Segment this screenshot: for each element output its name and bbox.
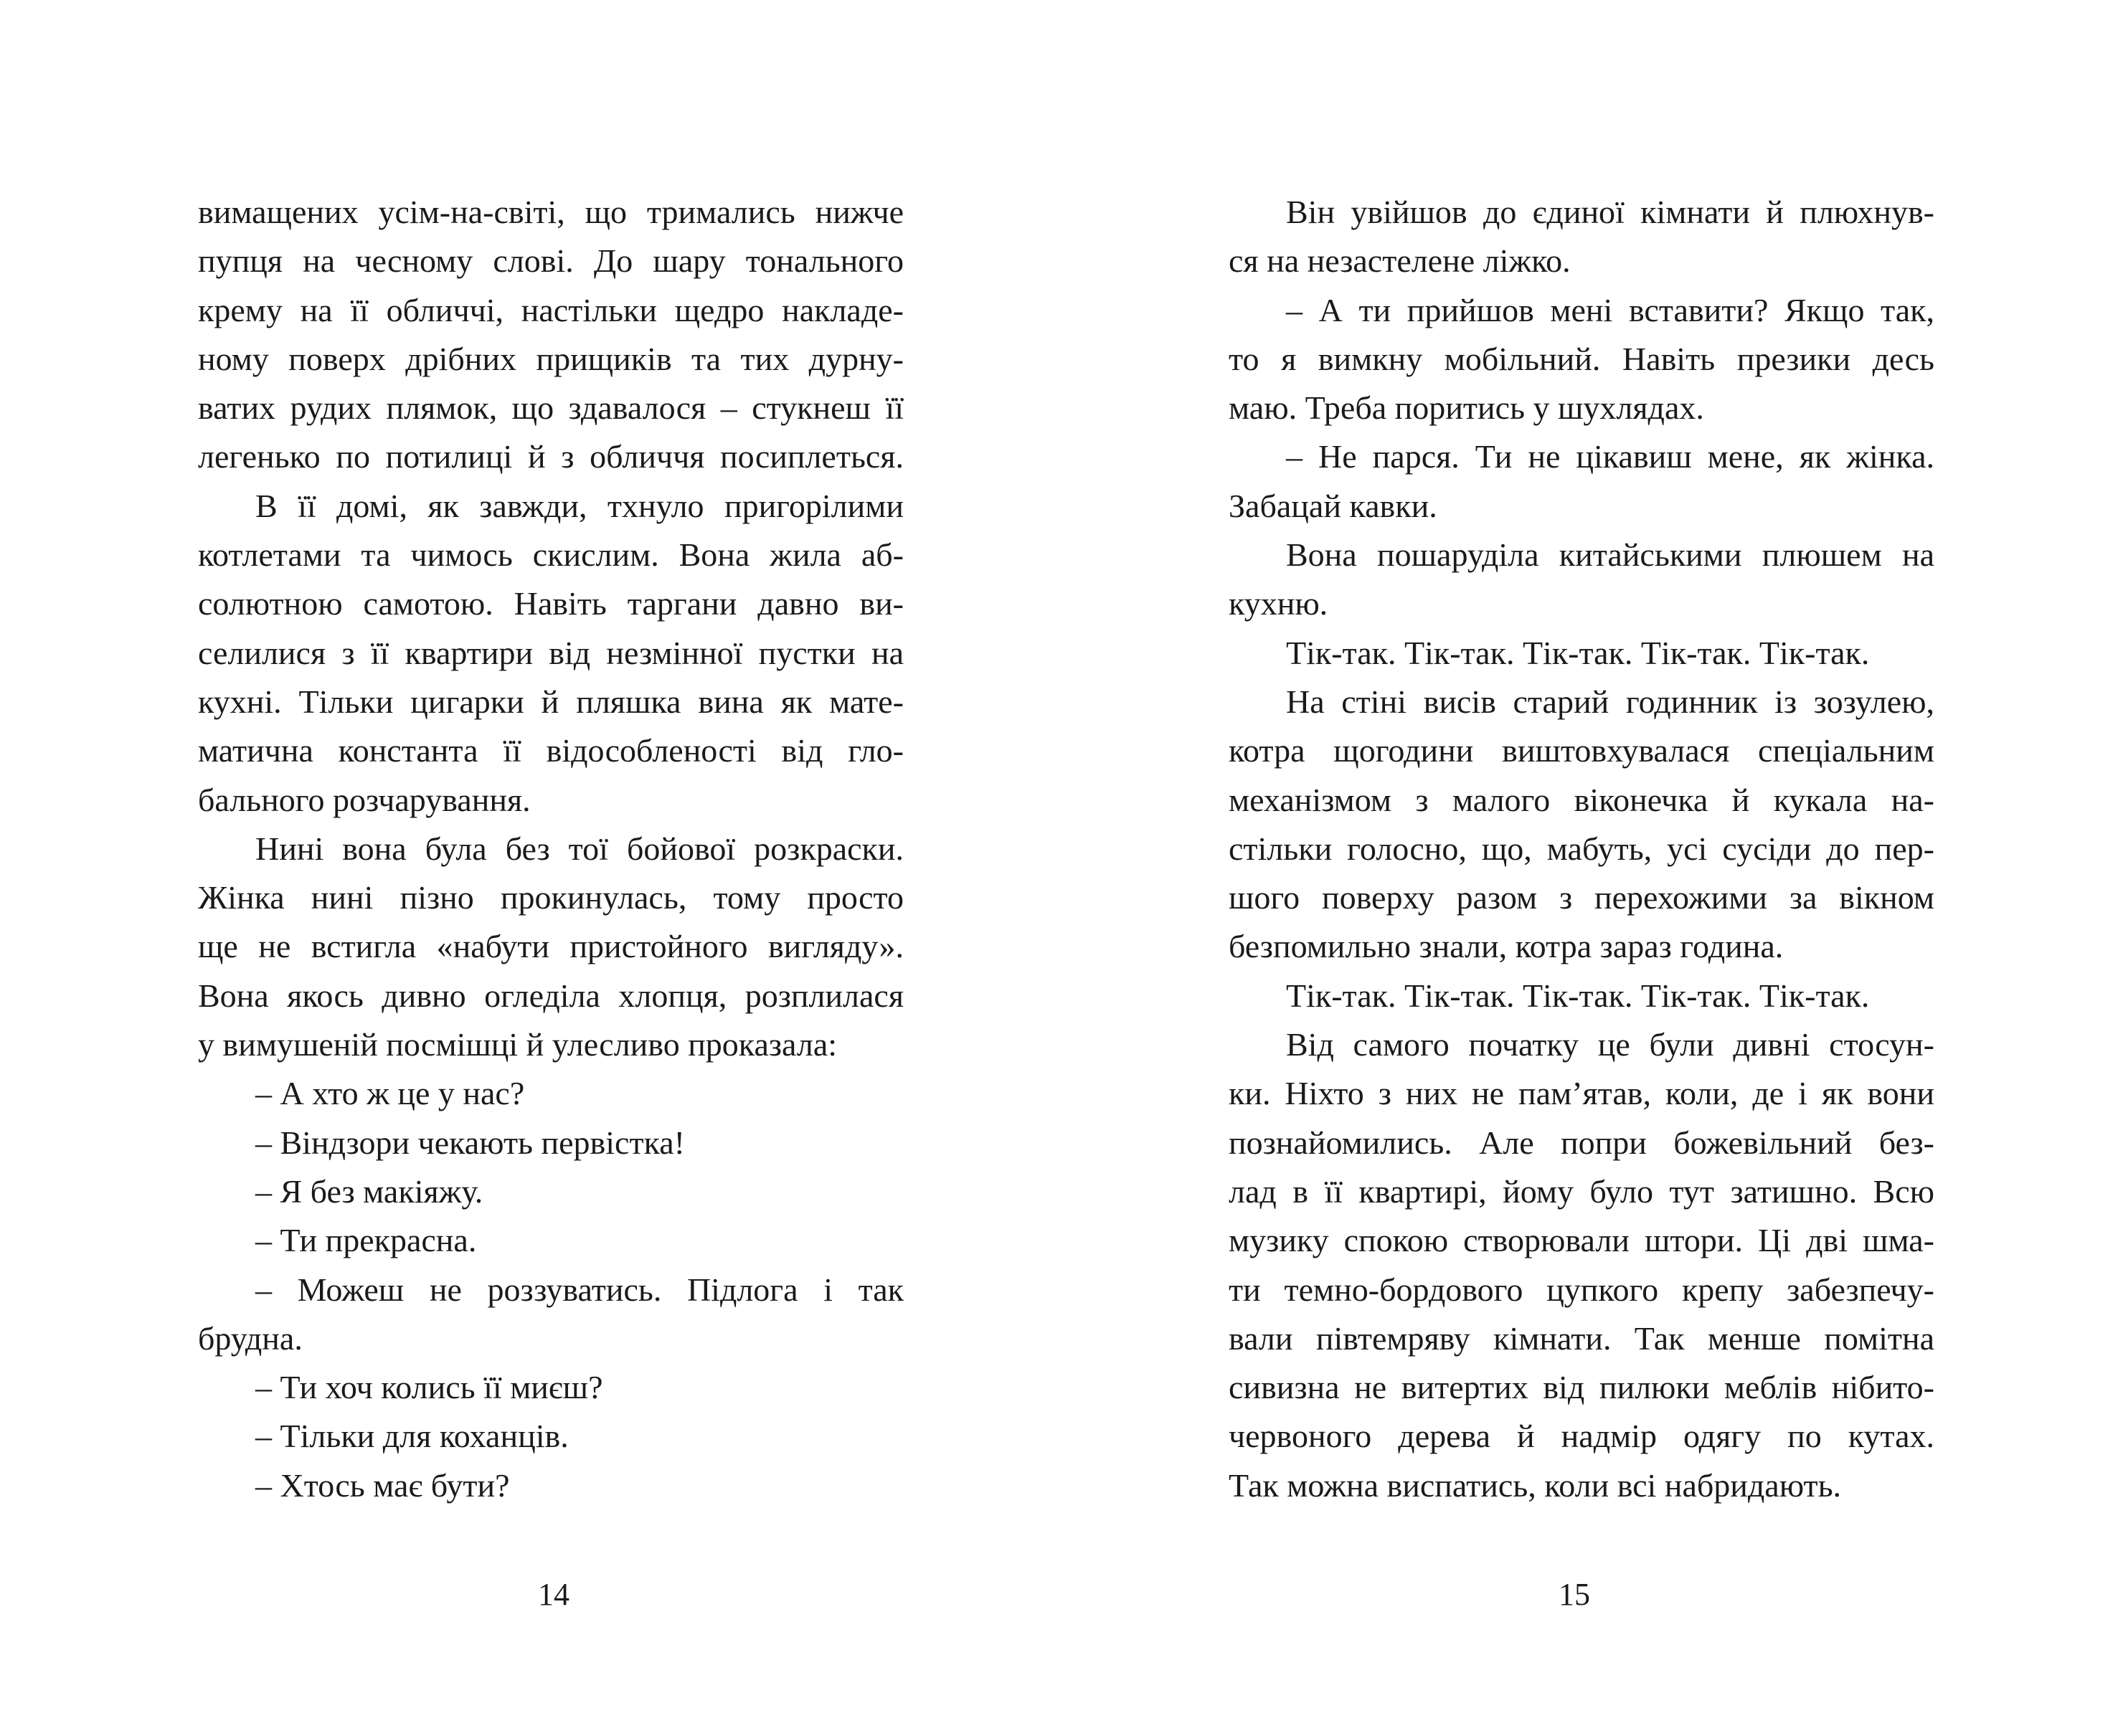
text-line: котра щогодини виштовхувалася спеціальним: [1229, 732, 1934, 769]
text-line: то я вимкну мобільний. Навіть презики десь: [1229, 340, 1934, 377]
text-line: Від самого початку це були дивні стосун-: [1286, 1026, 1934, 1063]
text-line: лад в її квартирі, йому було тут затишно. Всю: [1229, 1172, 1934, 1210]
text-line: – Хтось має бути?: [255, 1466, 510, 1504]
text-line: вимащених усім-на-світі, що тримались нижче: [198, 194, 904, 230]
text-line: ному поверх дрібних прищиків та тих дурну-: [198, 340, 904, 377]
text-line: На стіні висів старий годинник із зозулею,: [1286, 683, 1934, 720]
text-line: Тік-так. Тік-так. Тік-так. Тік-так. Тік-так.: [1286, 977, 1870, 1014]
text-line: крему на її обличчі, настільки щедро накладе-: [198, 291, 904, 328]
text-line: котлетами та чимось скислим. Вона жила аб-: [198, 536, 904, 574]
text-line: сивизна не витертих від пилюки меблів нібито-: [1229, 1369, 1934, 1406]
text-line: – Тільки для коханців.: [255, 1418, 569, 1455]
text-line: пупця на чесному слові. До шару тонального: [198, 242, 904, 280]
text-line: бального розчарування.: [198, 781, 531, 818]
text-line: солютною самотою. Навіть таргани давно ви-: [198, 585, 904, 622]
text-line: брудна.: [198, 1319, 303, 1357]
text-line: познайомились. Але попри божевільний без-: [1229, 1124, 1934, 1161]
text-line: ватих рудих плямок, що здавалося – стукнеш її: [198, 389, 904, 427]
text-line: – А ти прийшов мені вставити? Якщо так,: [1286, 291, 1934, 328]
text-line: матична константа її відособленості від гло-: [198, 732, 904, 769]
text-line: Він увійшов до єдиної кімнати й плюхнув-: [1286, 194, 1934, 230]
text-line: у вимушеній посмішці й улесливо проказала:: [198, 1026, 838, 1063]
text-line: – Ти хоч колись її миєш?: [255, 1369, 603, 1406]
text-line: В її домі, як завжди, тхнуло пригорілими: [255, 487, 904, 524]
text-line: легенько по потилиці й з обличчя посиплеться.: [198, 438, 904, 475]
text-line: – Я без макіяжу.: [255, 1172, 483, 1210]
text-line: ще не встигла «набути пристойного вигляду».: [198, 928, 904, 965]
text-line: Забацай кавки.: [1229, 487, 1437, 524]
text-line: Жінка нині пізно прокинулась, тому просто: [198, 879, 904, 916]
text-line: червоного дерева й надмір одягу по кутах.: [1229, 1418, 1934, 1455]
text-line: Так можна виспатись, коли всі набридають.: [1229, 1466, 1842, 1504]
page-number-right: 15: [1559, 1577, 1590, 1612]
right-page-text: [1229, 188, 1934, 1510]
text-line: кухні. Тільки цигарки й пляшка вина як мате-: [198, 683, 904, 720]
text-line: – Віндзори чекають первістка!: [255, 1124, 685, 1161]
text-line: стільки голосно, що, мабуть, усі сусіди до пер-: [1229, 830, 1934, 867]
text-line: Нині вона була без тої бойової розкраски.: [255, 830, 904, 867]
text-line: шого поверху разом з перехожими за вікном: [1229, 879, 1934, 916]
text-line: Вона пошаруділа китайськими плюшем на: [1286, 536, 1934, 574]
text-line: вали півтемряву кімнати. Так менше помітна: [1229, 1319, 1934, 1357]
text-line: кухню.: [1229, 585, 1328, 622]
text-line: селилися з її квартири від незмінної пустки на: [198, 634, 904, 671]
text-line: безпомильно знали, котра зараз година.: [1229, 928, 1784, 965]
text-line: – Не парся. Ти не цікавиш мене, як жінка.: [1286, 438, 1934, 475]
text-line: Тік-так. Тік-так. Тік-так. Тік-так. Тік-так.: [1286, 634, 1870, 671]
text-line: – А хто ж це у нас?: [255, 1075, 525, 1112]
text-line: ки. Ніхто з них не пам’ятав, коли, де і як вони: [1229, 1075, 1934, 1112]
text-line: Вона якось дивно огледіла хлопця, розплилася: [198, 977, 904, 1014]
text-line: механізмом з малого віконечка й кукала на-: [1229, 781, 1934, 818]
text-line: ти темно-бордового цупкого крепу забезпечу-: [1229, 1271, 1934, 1308]
text-line: ся на незастелене ліжко.: [1229, 242, 1571, 280]
left-page-text: [198, 188, 904, 1510]
text-line: – Ти прекрасна.: [255, 1222, 477, 1259]
page-number-left: 14: [538, 1577, 569, 1612]
text-line: – Можеш не роззуватись. Підлога і так: [255, 1271, 904, 1308]
text-line: маю. Треба поритись у шухлядах.: [1229, 389, 1704, 427]
text-line: музику спокою створювали штори. Ці дві шма-: [1229, 1222, 1934, 1259]
